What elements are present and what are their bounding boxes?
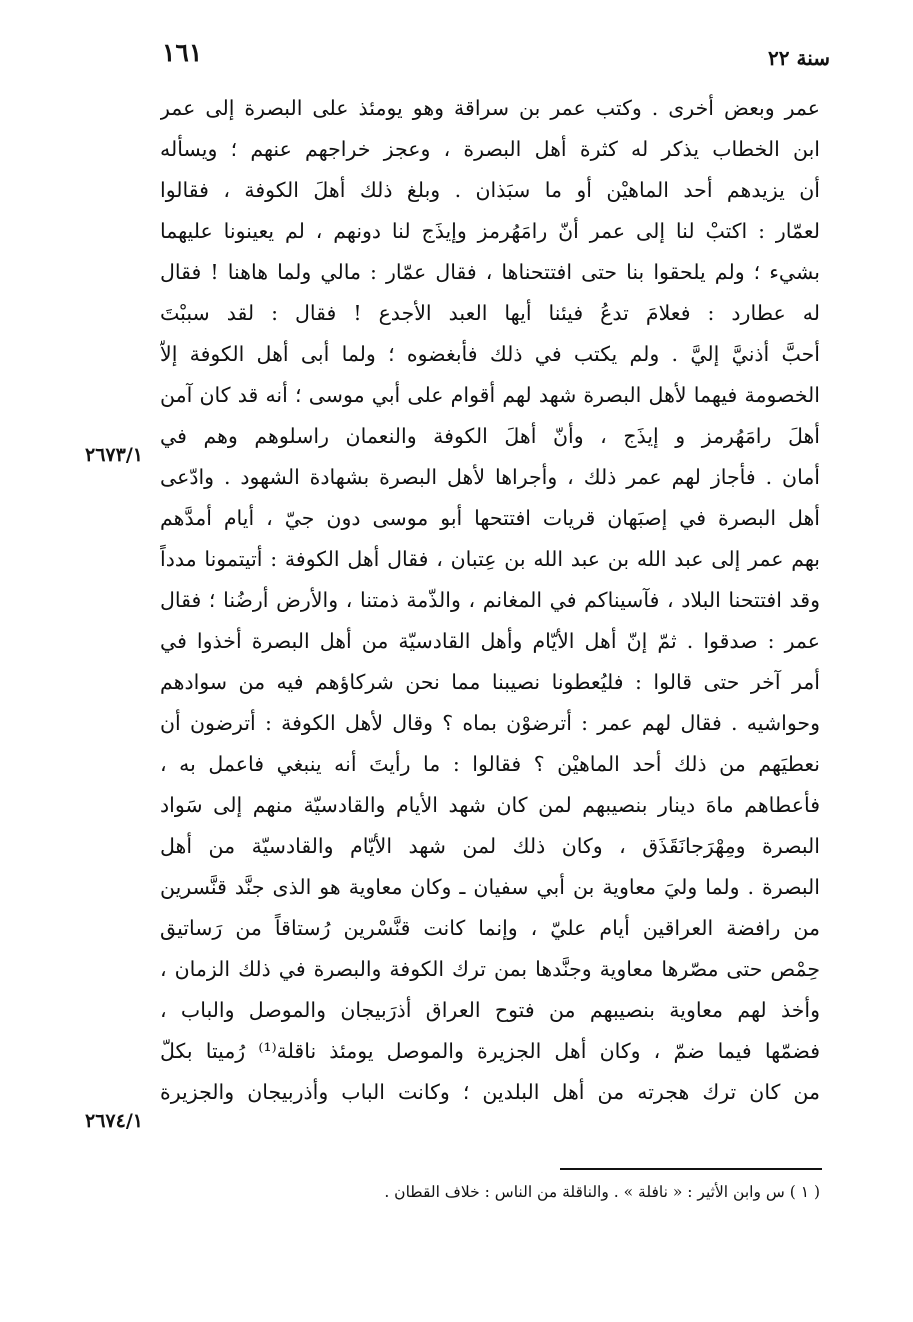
text-line: لعمّار : اكتبْ لنا إلى عمر أنّ رامَهُرمز وإيذَج لنا دونهم ، لم يعينونا عليهما <box>160 219 820 243</box>
body-text <box>160 88 820 1113</box>
text-line: أهلَ رامَهُرمز و إيذَج ، وأنّ أهلَ الكوفة والنعمان راسلوهم وهم في <box>160 424 820 448</box>
text-line: نعطيَهم من ذلك أحد الماهيْن ؟ فقالوا : ما رأيتَ أنه ينبغي فاعمل به ، <box>160 752 820 776</box>
text-line: ابن الخطاب يذكر له كثرة أهل البصرة ، وعجز خراجهم عنهم ؛ ويسأله <box>160 137 820 161</box>
margin-reference: ٢٦٧٤/١ <box>85 1110 143 1132</box>
text-line: عمر وبعض أخرى . وكتب عمر بن سراقة وهو يومئذ على البصرة إلى عمر <box>160 96 820 120</box>
text-line: فضمّها فيما ضمّ ، وكان أهل الجزيرة والموصل يومئذ ناقلة⁽¹⁾ رُميتا بكلّ <box>160 1039 820 1063</box>
text-line: حِمْص حتى مصّرها معاوية وجنَّدها بمن ترك الكوفة والبصرة في ذلك الزمان ، <box>160 957 820 981</box>
footnote: ( ١ ) س وابن الأثير : « نافلة » . والناقلة من الناس : خلاف القطان . <box>384 1183 820 1201</box>
text-line: البصرة ومِهْرَجانَقَذَق ، وكان ذلك لمن شهد الأيّام والقادسيّة من أهل <box>160 834 820 858</box>
text-line: أن يزيدهم أحد الماهيْن أو ما سبَذان . وبلغ ذلك أهلَ الكوفة ، فقالوا <box>160 178 820 202</box>
text-line: البصرة . ولما وليَ معاوية بن أبي سفيان ـ وكان معاوية هو الذى جنَّد قنَّسرين <box>160 875 820 899</box>
text-line: عمر : صدقوا . ثمّ إنّ أهل الأيّام وأهل القادسيّة من أهل البصرة أخذوا في <box>160 629 820 653</box>
text-line: أهل البصرة في إصبَهان قريات افتتحها أبو موسى دون جيّ ، أيام أمدَّهم <box>160 506 820 530</box>
page-header <box>150 38 830 78</box>
text-line: أحبَّ أذنيَّ إليَّ . ولم يكتب في ذلك فأبغضوه ؛ ولما أبى أهل الكوفة إلاّ <box>160 342 820 366</box>
text-line: وأخذ لهم معاوية بنصيبهم من فتوح العراق أذرَبيجان والموصل والباب ، <box>160 998 820 1022</box>
page-number: ١٦١ <box>162 38 203 67</box>
text-line: أمان . فأجاز لهم عمر ذلك ، وأجراها لأهل البصرة بشهادة الشهود . وادّعى <box>160 465 820 489</box>
text-line: بهم عمر إلى عبد الله بن عبد الله بن عِتبان ، فقال أهل الكوفة : أتيتمونا مدداً <box>160 547 820 571</box>
footnote-divider <box>560 1168 822 1170</box>
text-line: من رافضة العراقين أيام عليّ ، وإنما كانت قنَّسْرين رُستاقاً من رَساتيق <box>160 916 820 940</box>
text-line: له عطارد : فعلامَ تدعُ فيئنا أيها العبد الأجدع ! فقال : لقد سببْتَ <box>160 301 820 325</box>
margin-reference: ٢٦٧٣/١ <box>85 444 143 466</box>
text-line: فأعطاهم ماهَ دينار بنصيبهم لمن كان شهد الأيام والقادسيّة منهم إلى سَواد <box>160 793 820 817</box>
text-line: أمر آخر حتى قالوا : فليُعطونا نصيبنا مما نحن شركاؤهم فيه من سوادهم <box>160 670 820 694</box>
text-line: بشيء ؛ ولم يلحقوا بنا حتى افتتحناها ، فقال عمّار : مالي ولما هاهنا ! فقال <box>160 260 820 284</box>
text-line: من كان ترك هجرته من أهل البلدين ؛ وكانت الباب وأذربيجان والجزيرة <box>160 1080 820 1104</box>
text-line: الخصومة فيهما لأهل البصرة شهد لهم أقوام على أبي موسى ؛ أنه قد كان آمن <box>160 383 820 407</box>
text-line: وحواشيه . فقال لهم عمر : أترضوْن بماه ؟ وقال لأهل الكوفة : أترضون أن <box>160 711 820 735</box>
running-head-year: سنة ٢٢ <box>768 46 830 70</box>
text-line: وقد افتتحنا البلاد ، فآسيناكم في المغانم ، والذّمة ذمتنا ، والأرض أرضُنا ؛ فقال <box>160 588 820 612</box>
